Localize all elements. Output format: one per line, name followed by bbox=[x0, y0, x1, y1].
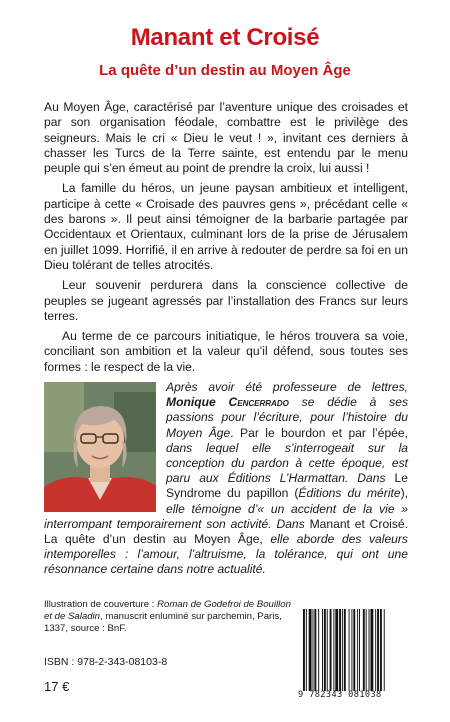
price-label: 17 € bbox=[44, 679, 70, 694]
barcode-number: 9 782343 081038 bbox=[298, 690, 382, 700]
credit-title: Roman de Godefroi de Bouillon et de Saladin bbox=[44, 599, 291, 622]
credit-lead: Illustration de couverture : bbox=[44, 599, 158, 610]
bio-text-3: . Par le bourdon et par l’épée, bbox=[230, 425, 408, 440]
bio-text-6: Éditions du mérite bbox=[298, 486, 401, 501]
isbn-label: ISBN : 978-2-343-08103-8 bbox=[44, 656, 168, 668]
bio-text-7: ), bbox=[400, 486, 408, 501]
cover-illustration-credit bbox=[44, 599, 294, 635]
bio-text-2: se dédie à ses passions pour l’écriture, pour l’histoire du Moyen Âge bbox=[166, 395, 408, 440]
credit-rest: , manuscrit enluminé sur parchemin, Paris, 1337, source : BnF. bbox=[44, 611, 282, 634]
bio-text-9: Manant et Croisé. La quête d’un destin au Moyen Âge, bbox=[44, 516, 408, 547]
book-title: Manant et Croisé bbox=[130, 24, 320, 51]
bio-text-4: dans lequel elle s’interrogeait sur la conception du pardon à cette époque, est paru aux Éditions L’Harmattan. Dans bbox=[166, 440, 408, 486]
bio-text-8: elle témoigne d’« un accident de la vie » interrompant temporairement son activité. Dans bbox=[44, 501, 408, 531]
summary-paragraph-2: La famille du héros, un jeune paysan ambitieux et intelligent, participe à cette « Croisade des pauvres gens », précédant celle « des barons ». Il peut ainsi témoigner de la barbarie partagée par Occidentaux et Orientaux, culminant lors de la prise de Jérusalem en juillet 1099. Horrifié, il en arrive à redouter de perdre sa foi en un Dieu tolérant de telles atrocités. bbox=[44, 181, 408, 272]
barcode-icon bbox=[303, 609, 421, 691]
bio-text-10: elle aborde des valeurs intemporelles : l’amour, l’altruisme, la tolérance, qui ont une résonnance certaine dans notre actualité. bbox=[44, 532, 408, 577]
summary-paragraph-1: Au Moyen Âge, caractérisé par l’aventure unique des croisades et par son organisation féodale, combattre est le privilège des seigneurs. Mais le cri « Dieu le veut ! », invitant ces derniers à chasser les Turcs de la Terre sainte, est entendu par le menu peuple qui s’en émeut au point de prendre la croix, lui aussi ! bbox=[44, 100, 408, 176]
book-subtitle: La quête d’un destin au Moyen Âge bbox=[99, 62, 351, 79]
bio-text-1: Après avoir été professeure de lettres, bbox=[166, 380, 408, 394]
author-last-name: Cencerrado bbox=[228, 395, 289, 410]
author-first-name: Monique bbox=[166, 395, 229, 410]
summary-paragraph-3: Leur souvenir perdurera dans la conscience collective de peuples se jugeant agressés par l’installation des Francs sur leurs terres. bbox=[44, 278, 408, 323]
summary-paragraph-4: Au terme de ce parcours initiatique, le héros trouvera sa voie, conciliant son ambition et la valeur qu’il défend, sous toutes ses formes : le respect de la vie. bbox=[44, 329, 408, 374]
summary-text bbox=[44, 100, 408, 380]
author-bio bbox=[44, 380, 408, 578]
bio-text-5: Le Syndrome du papillon ( bbox=[166, 471, 408, 501]
